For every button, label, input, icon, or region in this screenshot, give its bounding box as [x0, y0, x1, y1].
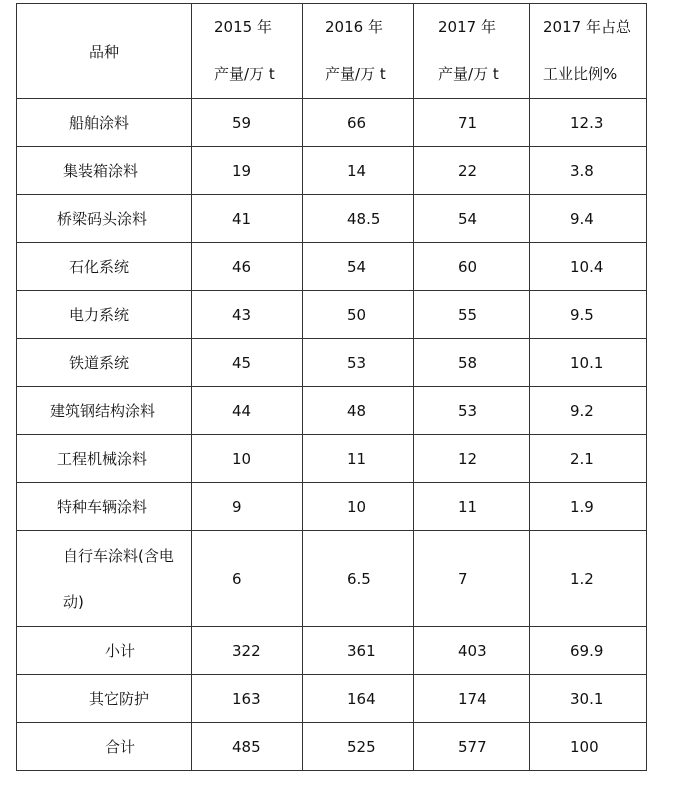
header-2016-unit: 产量/万 t — [325, 65, 386, 83]
cell-2016: 53 — [303, 339, 414, 387]
cell-2015: 485 — [192, 723, 303, 771]
cell-2015: 322 — [192, 627, 303, 675]
cell-2015: 59 — [192, 99, 303, 147]
cell-2017: 58 — [414, 339, 530, 387]
cell-2016: 164 — [303, 675, 414, 723]
cell-2015: 46 — [192, 243, 303, 291]
cell-2017: 7 — [414, 531, 530, 627]
cell-2015: 9 — [192, 483, 303, 531]
cell-2017: 174 — [414, 675, 530, 723]
cell-share: 1.2 — [530, 531, 647, 627]
cell-2016: 48.5 — [303, 195, 414, 243]
cell-2017: 577 — [414, 723, 530, 771]
cell-share: 2.1 — [530, 435, 647, 483]
cell-2017: 22 — [414, 147, 530, 195]
cell-variety: 石化系统 — [17, 243, 192, 291]
cell-2016: 525 — [303, 723, 414, 771]
cell-2017: 55 — [414, 291, 530, 339]
header-2016-year: 2016 年 — [325, 18, 383, 36]
cell-2015: 44 — [192, 387, 303, 435]
cell-2015: 163 — [192, 675, 303, 723]
table-row — [17, 387, 647, 435]
table-row — [17, 147, 647, 195]
cell-variety: 铁道系统 — [17, 339, 192, 387]
cell-share: 10.4 — [530, 243, 647, 291]
cell-2015: 19 — [192, 147, 303, 195]
cell-2015: 41 — [192, 195, 303, 243]
header-share — [530, 4, 647, 99]
cell-share: 12.3 — [530, 99, 647, 147]
table-row — [17, 435, 647, 483]
table-row-total — [17, 723, 647, 771]
cell-variety: 集装箱涂料 — [17, 147, 192, 195]
table-row — [17, 531, 647, 627]
cell-2017: 403 — [414, 627, 530, 675]
table-row — [17, 291, 647, 339]
cell-share: 9.2 — [530, 387, 647, 435]
cell-2017: 60 — [414, 243, 530, 291]
table-row — [17, 339, 647, 387]
cell-variety: 自行车涂料(含电动) — [17, 531, 192, 627]
cell-variety: 船舶涂料 — [17, 99, 192, 147]
header-2015-unit: 产量/万 t — [214, 65, 275, 83]
table-row — [17, 99, 647, 147]
cell-2015: 10 — [192, 435, 303, 483]
cell-share: 9.5 — [530, 291, 647, 339]
header-2016 — [303, 4, 414, 99]
table-header-row — [17, 4, 647, 99]
cell-2015: 45 — [192, 339, 303, 387]
cell-2016: 66 — [303, 99, 414, 147]
cell-share: 69.9 — [530, 627, 647, 675]
header-share-line1: 2017 年占总 — [543, 18, 631, 36]
production-table — [16, 3, 647, 771]
cell-variety: 合计 — [17, 723, 192, 771]
cell-variety: 建筑钢结构涂料 — [17, 387, 192, 435]
cell-share: 9.4 — [530, 195, 647, 243]
cell-variety: 其它防护 — [17, 675, 192, 723]
cell-2017: 12 — [414, 435, 530, 483]
header-variety: 品种 — [17, 4, 192, 99]
cell-2016: 14 — [303, 147, 414, 195]
cell-2017: 71 — [414, 99, 530, 147]
cell-2016: 361 — [303, 627, 414, 675]
cell-variety: 特种车辆涂料 — [17, 483, 192, 531]
header-2015-year: 2015 年 — [214, 18, 272, 36]
table-row — [17, 243, 647, 291]
cell-2017: 53 — [414, 387, 530, 435]
cell-variety: 小计 — [17, 627, 192, 675]
cell-share: 30.1 — [530, 675, 647, 723]
cell-2016: 10 — [303, 483, 414, 531]
cell-2016: 54 — [303, 243, 414, 291]
header-2015 — [192, 4, 303, 99]
cell-variety: 桥梁码头涂料 — [17, 195, 192, 243]
cell-share: 100 — [530, 723, 647, 771]
cell-2016: 50 — [303, 291, 414, 339]
table-row — [17, 195, 647, 243]
header-2017 — [414, 4, 530, 99]
cell-2015: 6 — [192, 531, 303, 627]
cell-2017: 54 — [414, 195, 530, 243]
table-row — [17, 483, 647, 531]
cell-2016: 11 — [303, 435, 414, 483]
header-2017-unit: 产量/万 t — [438, 65, 499, 83]
cell-share: 10.1 — [530, 339, 647, 387]
table-row — [17, 675, 647, 723]
cell-2016: 48 — [303, 387, 414, 435]
cell-2016: 6.5 — [303, 531, 414, 627]
header-share-line2: 工业比例% — [543, 65, 618, 83]
cell-2015: 43 — [192, 291, 303, 339]
header-2017-year: 2017 年 — [438, 18, 496, 36]
cell-share: 1.9 — [530, 483, 647, 531]
cell-share: 3.8 — [530, 147, 647, 195]
cell-variety: 电力系统 — [17, 291, 192, 339]
cell-2017: 11 — [414, 483, 530, 531]
table-row-subtotal — [17, 627, 647, 675]
cell-variety: 工程机械涂料 — [17, 435, 192, 483]
